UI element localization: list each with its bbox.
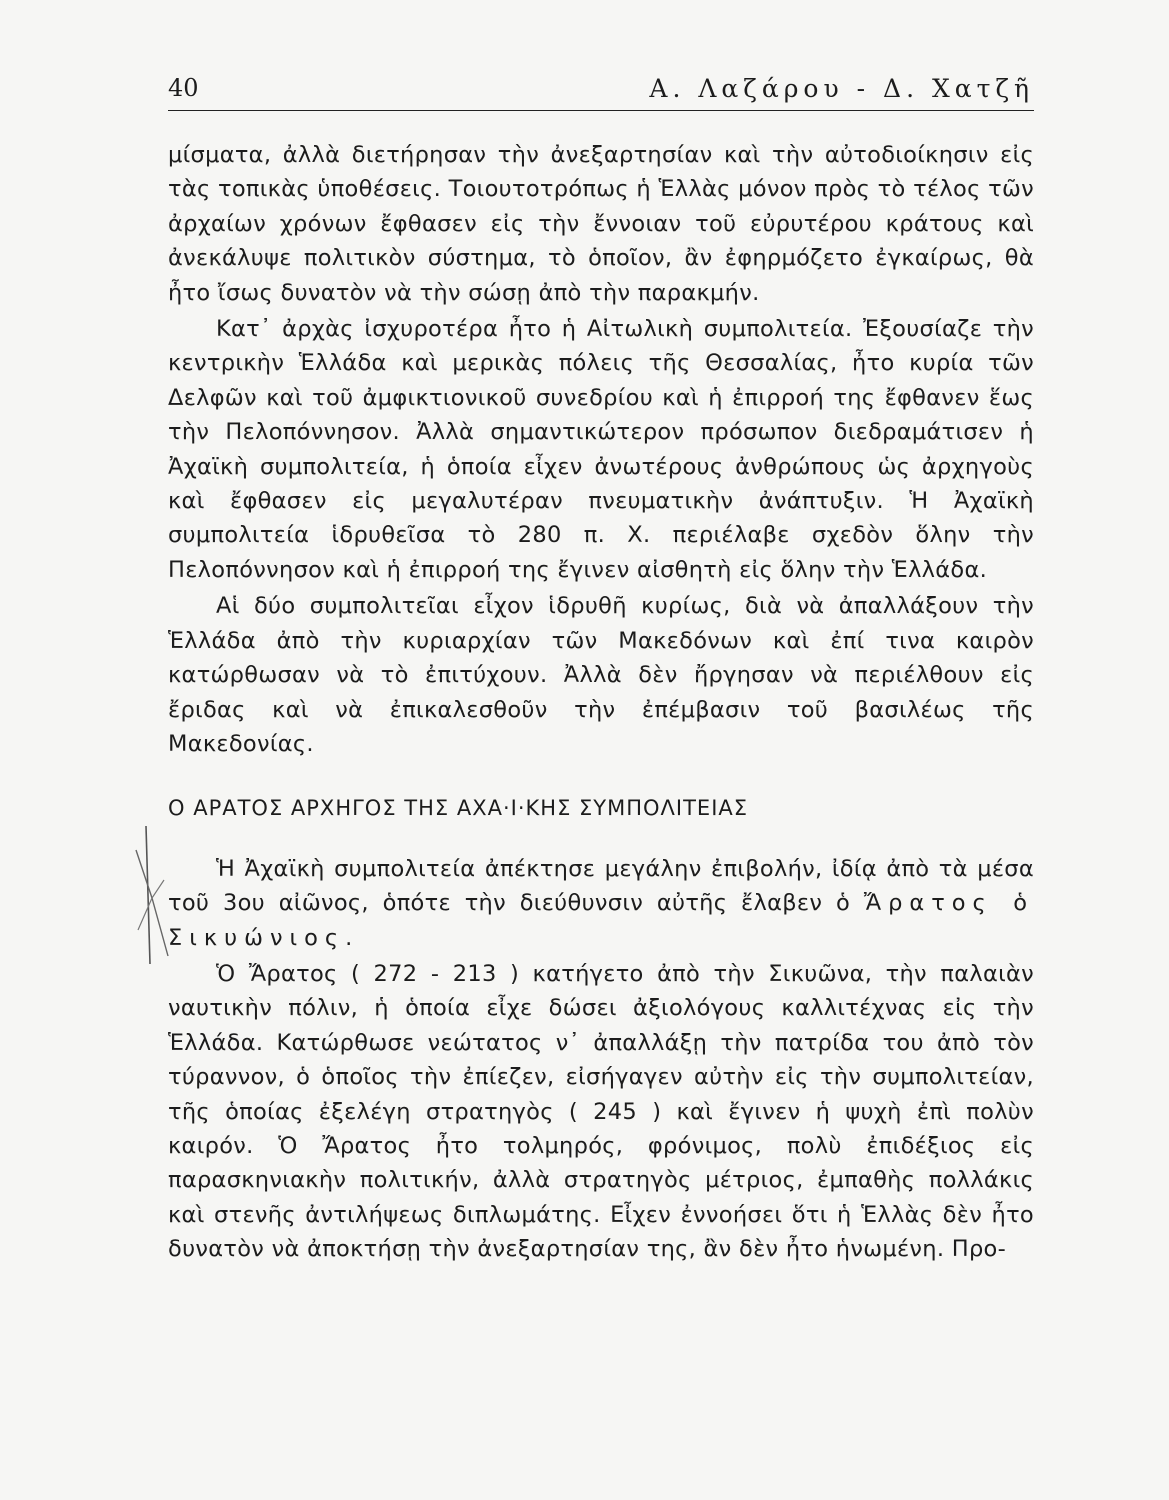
paragraph-2: Κατ᾿ ἀρχὰς ἰσχυροτέρα ἦτο ἡ Αἰτωλικὴ συμπολιτεία. Ἐξουσίαζε τὴν κεντρικὴν Ἑλλάδα καὶ μερικὰς πόλεις τῆς Θεσσαλίας, ἦτο κυρία τῶν Δελφῶν καὶ τοῦ ἀμφικτιονικοῦ συνεδρίου καὶ ἡ ἐπιρροή της ἔφθανεν ἕως τὴν Πελοπόννησον. Ἀλλὰ σημαντικώτερον πρόσωπον διεδραμάτισεν ἡ Ἀχαϊκὴ συμπολιτεία, ἡ ὁποία εἶχεν ἀνωτέρους ἀνθρώπους ὡς ἀρχηγοὺς καὶ ἔφθασεν εἰς μεγαλυτέραν πνευματικὴν ἀνάπτυξιν. Ἡ Ἀχαϊκὴ συμπολιτεία ἱδρυθεῖσα τὸ 280 π. Χ. περιέλαβε σχεδὸν ὅλην τὴν Πελοπόννησον καὶ ἡ ἐπιρροή της ἔγινεν αἰσθητὴ εἰς ὅλην τὴν Ἑλλάδα. <box>168 316 1034 583</box>
page-number: 40 <box>168 74 199 102</box>
section-paragraph-2: Ὁ Ἄρατος ( 272 - 213 ) κατήγετο ἀπὸ τὴν Σικυῶνα, τὴν παλαιὰν ναυτικὴν πόλιν, ἡ ὁποία εἶχε δώσει ἀξιολόγους καλλιτέχνας εἰς τὴν Ἑλλάδα. Κατώρθωσε νεώτατος ν᾿ ἀπαλλάξῃ τὴν πατρίδα του ἀπὸ τὸν τύραννον, ὁ ὁποῖος τὴν ἐπίεζεν, εἰσήγαγεν αὐτὴν εἰς τὴν συμπολιτείαν, τῆς ὁποίας ἐξελέγη στρατηγὸς ( 245 ) καὶ ἔγινεν ἡ ψυχὴ ἐπὶ πολὺν καιρόν. Ὁ Ἄρατος ἦτο τολμηρός, φρόνιμος, πολὺ ἐπιδέξιος εἰς παρασκηνιακὴν πολιτικήν, ἀλλὰ στρατηγὸς μέτριος, ἐμπαθὴς πολλάκις καὶ στενῆς ἀντιλήψεως διπλωμάτης. Εἶχεν ἐννοήσει ὅτι ἡ Ἑλλὰς δὲν ἦτο δυνατὸν νὰ ἀποκτήσῃ τὴν ἀνεξαρτησίαν της, ἂν δὲν ἦτο ἡνωμένη. Προ- <box>168 960 1034 1263</box>
paragraph-1: μίσματα, ἀλλὰ διετήρησαν τὴν ἀνεξαρτησίαν καὶ τὴν αὐτοδιοίκησιν εἰς τὰς τοπικὰς ὑποθέσεις. Τοιουτοτρόπως ἡ Ἑλλὰς μόνον πρὸς τὸ τέλος τῶν ἀρχαίων χρόνων ἔφθασεν εἰς τὴν ἔννοιαν τοῦ εὐρυτέρου κράτους καὶ ἀνεκάλυψε πολιτικὸν σύστημα, τὸ ὁποῖον, ἂν ἐφηρμόζετο ἐγκαίρως, θὰ ἦτο ἴσως δυνατὸν νὰ τὴν σώσῃ ἀπὸ τὴν παρακμήν. <box>168 142 1034 306</box>
paragraph-3: Αἱ δύο συμπολιτεῖαι εἶχον ἱδρυθῆ κυρίως, διὰ νὰ ἀπαλλάξουν τὴν Ἑλλάδα ἀπὸ τὴν κυριαρχίαν τῶν Μακεδόνων καὶ ἐπί τινα καιρὸν κατώρθωσαν νὰ τὸ ἐπιτύχουν. Ἀλλὰ δὲν ἤργησαν νὰ περιέλθουν εἰς ἔριδας καὶ νὰ ἐπικαλεσθοῦν τὴν ἐπέμβασιν τοῦ βασιλέως τῆς Μακεδονίας. <box>168 593 1034 757</box>
section-paragraph-1-text: Ἡ Ἀχαϊκὴ συμπολιτεία ἀπέκτησε μεγάλην ἐπιβολήν, ἰδίᾳ ἀπὸ τὰ μέσα τοῦ 3ου αἰῶνος, ὁπότε τὴν διεύθυνσιν αὐτῆς ἔλαβεν ὁ <box>168 855 1034 917</box>
handwritten-margin-mark <box>128 820 178 970</box>
body-text <box>168 138 1034 1269</box>
section-paragraph-1 <box>168 852 1034 955</box>
page-header <box>168 70 1034 111</box>
arataos-name-spaced: Ἄρατος ὁ Σικυώνιος. <box>168 890 1035 951</box>
section-heading: Ο ΑΡΑΤΟΣ ΑΡΧΗΓΟΣ ΤΗΣ ΑΧΑ·Ι·ΚΗΣ ΣΥΜΠΟΛΙΤΕΙΑΣ <box>168 796 749 821</box>
running-head: Α. Λαζάρου - Δ. Χατζῆ <box>649 74 1034 103</box>
